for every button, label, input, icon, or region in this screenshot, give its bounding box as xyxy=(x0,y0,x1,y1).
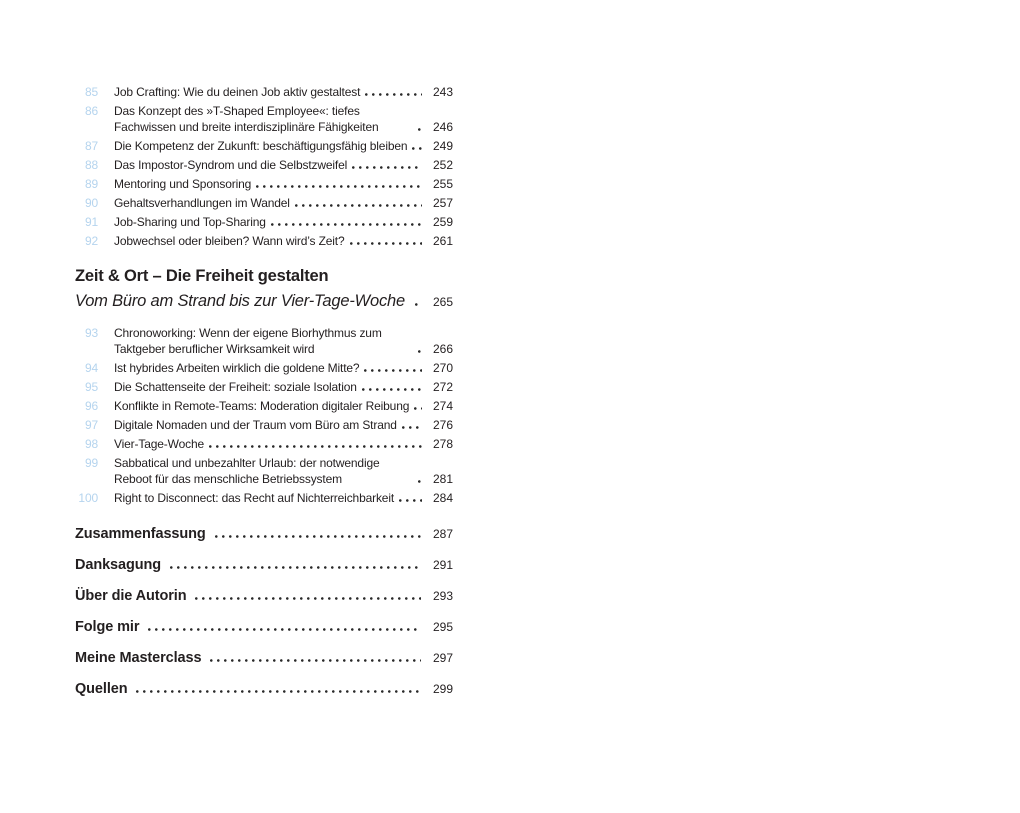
entry-title: Jobwechsel oder bleiben? Wann wird’s Zeit? xyxy=(114,234,345,248)
page-number: 293 xyxy=(432,589,453,603)
chapter-number: 86 xyxy=(84,104,98,118)
page-number: 261 xyxy=(432,234,453,248)
back-matter-list xyxy=(75,525,453,699)
toc-entry-86 xyxy=(75,103,453,135)
entry-title: Job-Sharing und Top-Sharing xyxy=(114,215,266,229)
table-of-contents xyxy=(75,84,453,711)
chapter-number: 92 xyxy=(84,234,98,248)
backmatter-row-danksagung xyxy=(75,556,453,575)
entry-title: Konflikte in Remote-Teams: Moderation digitaler Reibung xyxy=(114,399,410,413)
leader-dots xyxy=(148,628,421,631)
leader-dots xyxy=(256,185,422,188)
leader-dots xyxy=(271,223,422,226)
leader-dots xyxy=(136,690,421,693)
leader-dots xyxy=(295,204,422,207)
page-number: 291 xyxy=(432,558,453,572)
chapter-number: 90 xyxy=(84,196,98,210)
toc-entry-96 xyxy=(75,398,453,414)
toc-entry-91 xyxy=(75,214,453,230)
chapter-number: 91 xyxy=(84,215,98,229)
entry-title: Digitale Nomaden und der Traum vom Büro am Strand xyxy=(114,418,397,432)
leader-dots xyxy=(352,166,422,169)
page-number: 270 xyxy=(432,361,453,375)
chapter-number: 97 xyxy=(84,418,98,432)
toc-part-2 xyxy=(75,325,453,506)
page-number: 274 xyxy=(432,399,453,413)
backmatter-title: Über die Autorin xyxy=(75,588,187,604)
page-number: 243 xyxy=(432,85,453,99)
leader-dots xyxy=(412,147,422,150)
page-number: 272 xyxy=(432,380,453,394)
toc-entry-93 xyxy=(75,325,453,357)
page-number: 265 xyxy=(432,295,453,309)
section-subtitle-row xyxy=(75,291,453,313)
chapter-number: 94 xyxy=(84,361,98,375)
entry-title: Die Kompetenz der Zukunft: beschäftigungsfähig bleiben xyxy=(114,139,408,153)
toc-entry-90 xyxy=(75,195,453,211)
page-number: 295 xyxy=(432,620,453,634)
leader-dots xyxy=(350,242,423,245)
entry-title: Job Crafting: Wie du deinen Job aktiv gestaltest xyxy=(114,85,361,99)
page-number: 259 xyxy=(432,215,453,229)
chapter-number: 99 xyxy=(84,456,98,470)
page-number: 284 xyxy=(432,491,453,505)
chapter-number: 98 xyxy=(84,437,98,451)
section-subtitle: Vom Büro am Strand bis zur Vier-Tage-Woche xyxy=(75,292,406,310)
toc-entry-97 xyxy=(75,417,453,433)
chapter-number: 88 xyxy=(84,158,98,172)
leader-dots xyxy=(399,499,422,502)
leader-dots xyxy=(415,303,421,306)
page-number: 266 xyxy=(432,342,453,356)
page-number: 255 xyxy=(432,177,453,191)
backmatter-title: Quellen xyxy=(75,681,128,697)
chapter-number: 89 xyxy=(84,177,98,191)
toc-part-1 xyxy=(75,84,453,249)
chapter-number: 96 xyxy=(84,399,98,413)
entry-title: Die Schattenseite der Freiheit: soziale Isolation xyxy=(114,380,357,394)
toc-entry-89 xyxy=(75,176,453,192)
entry-title: Das Konzept des »T-Shaped Employee«: tiefes Fachwissen und breite interdisziplinäre Fähigkeiten xyxy=(114,104,379,134)
backmatter-title: Meine Masterclass xyxy=(75,650,202,666)
leader-dots xyxy=(402,426,422,429)
entry-title: Ist hybrides Arbeiten wirklich die goldene Mitte? xyxy=(114,361,360,375)
entry-title: Vier-Tage-Woche xyxy=(114,437,205,451)
page-number: 249 xyxy=(432,139,453,153)
backmatter-title: Folge mir xyxy=(75,619,140,635)
backmatter-title: Zusammenfassung xyxy=(75,526,206,542)
page-number: 257 xyxy=(432,196,453,210)
toc-entry-94 xyxy=(75,360,453,376)
leader-dots xyxy=(364,369,422,372)
toc-entry-92 xyxy=(75,233,453,249)
toc-entry-98 xyxy=(75,436,453,452)
leader-dots xyxy=(418,128,422,131)
page-number: 276 xyxy=(432,418,453,432)
toc-entry-100 xyxy=(75,490,453,506)
backmatter-row-zusammenfassung xyxy=(75,525,453,544)
page-number: 281 xyxy=(432,472,453,486)
entry-title: Das Impostor-Syndrom und die Selbstzweifel xyxy=(114,158,348,172)
backmatter-row-folge-mir xyxy=(75,618,453,637)
chapter-number: 85 xyxy=(84,85,98,99)
chapter-number: 93 xyxy=(84,326,98,340)
section-heading: Zeit & Ort – Die Freiheit gestalten xyxy=(75,267,329,285)
chapter-number: 100 xyxy=(78,491,98,505)
page-number: 246 xyxy=(432,120,453,134)
page-number: 278 xyxy=(432,437,453,451)
toc-entry-85 xyxy=(75,84,453,100)
entry-title: Mentoring und Sponsoring xyxy=(114,177,252,191)
entry-title: Gehaltsverhandlungen im Wandel xyxy=(114,196,290,210)
leader-dots xyxy=(418,350,422,353)
leader-dots xyxy=(365,93,422,96)
leader-dots xyxy=(170,566,421,569)
leader-dots xyxy=(362,388,422,391)
leader-dots xyxy=(215,535,421,538)
chapter-number: 95 xyxy=(84,380,98,394)
backmatter-row-quellen xyxy=(75,680,453,699)
leader-dots xyxy=(209,445,422,448)
toc-entry-88 xyxy=(75,157,453,173)
toc-entry-87 xyxy=(75,138,453,154)
entry-title: Sabbatical und unbezahlter Urlaub: der notwendige Reboot für das menschliche Betriebssystem xyxy=(114,456,380,486)
chapter-number: 87 xyxy=(84,139,98,153)
entry-title: Right to Disconnect: das Recht auf Nichterreichbarkeit xyxy=(114,491,395,505)
page-number: 297 xyxy=(432,651,453,665)
page-number: 287 xyxy=(432,527,453,541)
backmatter-row-meine-masterclass xyxy=(75,649,453,668)
entry-title: Chronoworking: Wenn der eigene Biorhythmus zum Taktgeber beruflicher Wirksamkeit wird xyxy=(114,326,382,356)
page-number: 299 xyxy=(432,682,453,696)
leader-dots xyxy=(414,407,422,410)
backmatter-row-ueber-die-autorin xyxy=(75,587,453,606)
backmatter-title: Danksagung xyxy=(75,557,162,573)
leader-dots xyxy=(195,597,421,600)
leader-dots xyxy=(210,659,421,662)
leader-dots xyxy=(418,480,422,483)
toc-entry-95 xyxy=(75,379,453,395)
toc-entry-99 xyxy=(75,455,453,487)
page-number: 252 xyxy=(432,158,453,172)
